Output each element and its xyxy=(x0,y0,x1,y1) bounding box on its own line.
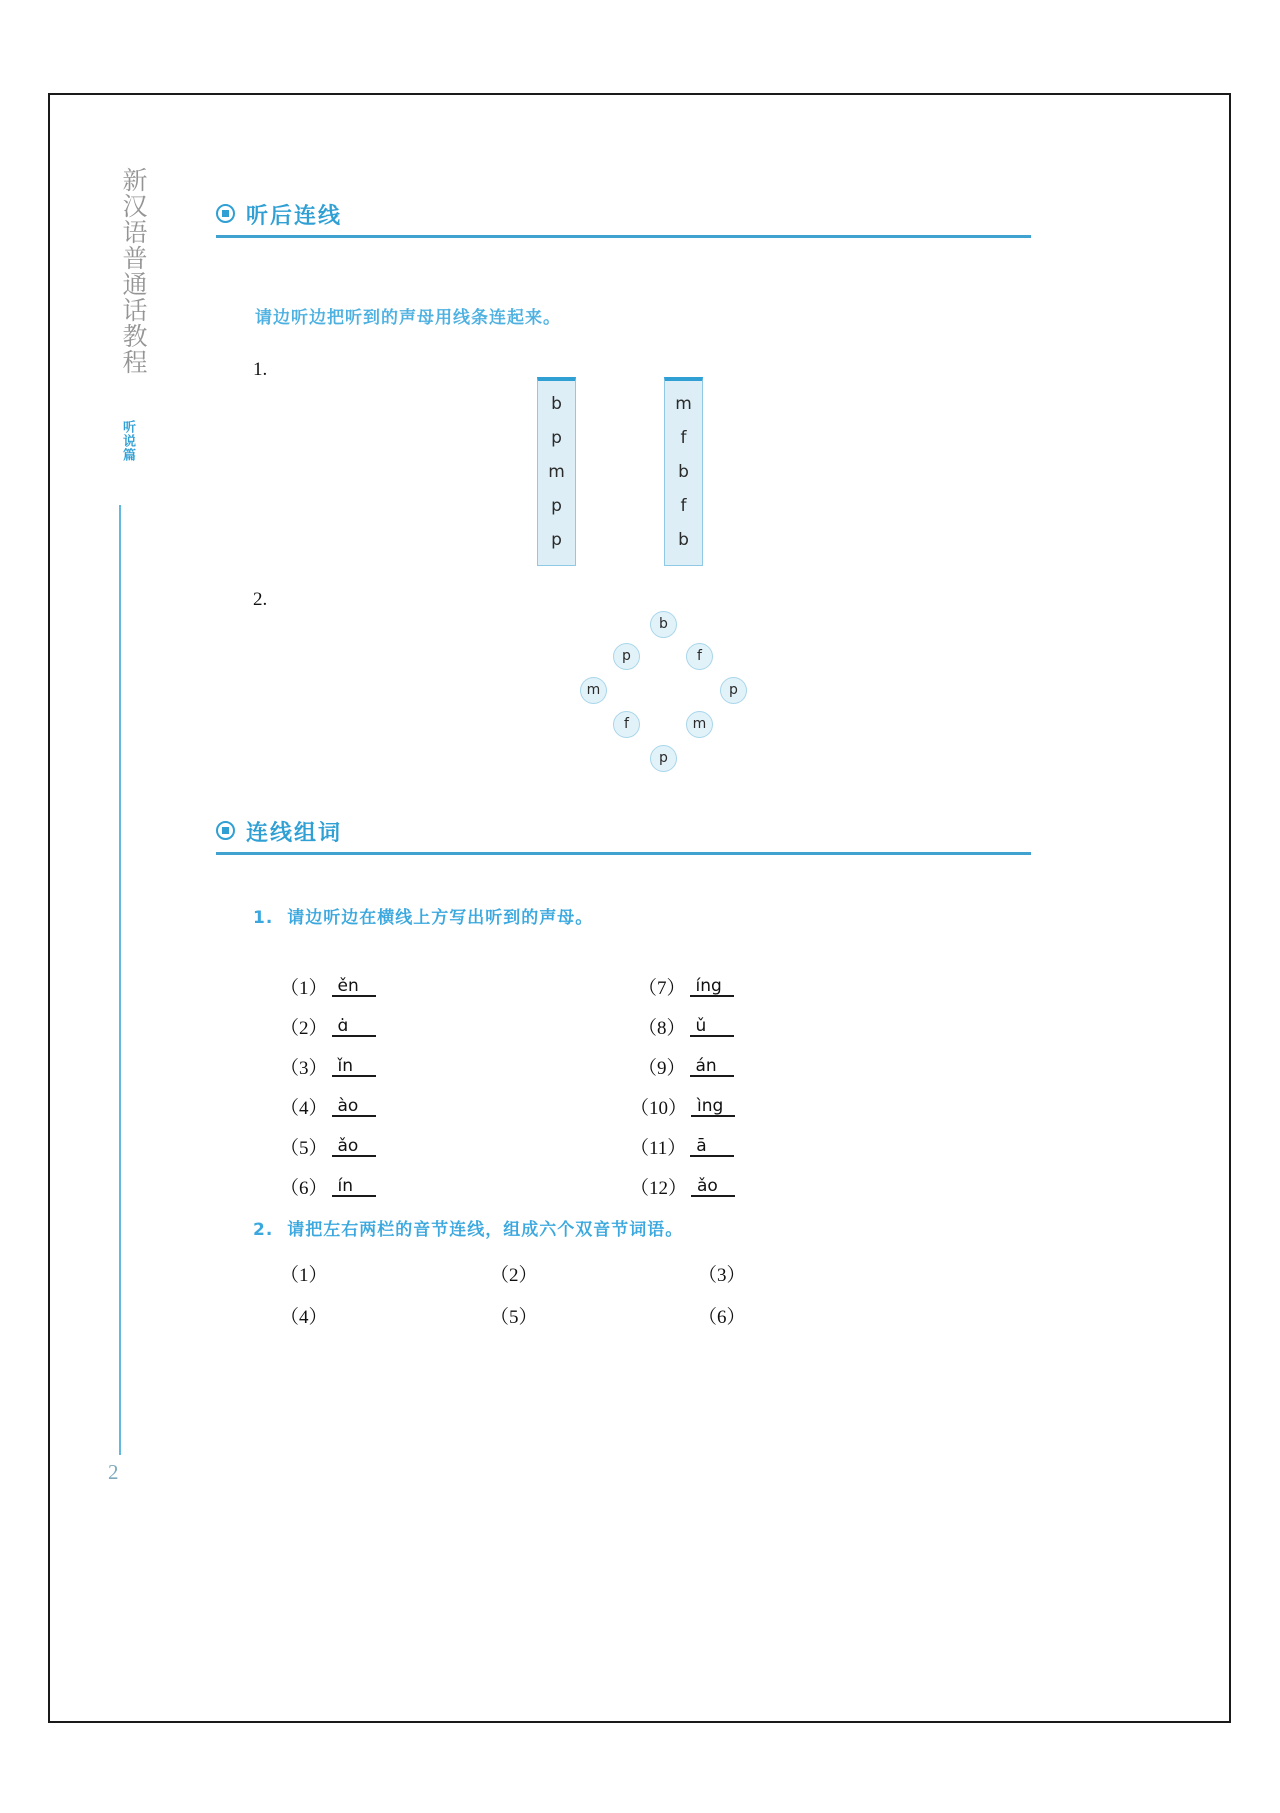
item-syllable: án xyxy=(695,1056,717,1076)
letter-column-right[interactable] xyxy=(664,377,703,566)
blank-item[interactable] xyxy=(280,1173,353,1200)
section-title: 听后连线 xyxy=(246,204,343,229)
blank-item[interactable] xyxy=(638,1053,717,1080)
item-syllable: ěn xyxy=(337,976,359,996)
item-syllable: ā xyxy=(696,1136,707,1156)
section-rule xyxy=(216,235,1031,238)
blank-item[interactable] xyxy=(280,1053,353,1080)
answer-slot[interactable]: （3） xyxy=(698,1265,746,1286)
sub-instruction-match-syllables xyxy=(253,1215,683,1240)
section-header-listen-and-connect xyxy=(216,199,1046,245)
item-label: （3） xyxy=(280,1058,328,1079)
item-label: （5） xyxy=(280,1138,328,1159)
bubble-left[interactable]: m xyxy=(580,677,607,704)
answer-slot[interactable]: （6） xyxy=(698,1307,746,1328)
rail-divider-line xyxy=(119,505,121,1455)
letter-cell[interactable]: p xyxy=(551,530,562,550)
bubble-bottom[interactable]: p xyxy=(650,745,677,772)
item-syllable: ɑ̇ xyxy=(337,1016,349,1036)
answer-slot[interactable]: （5） xyxy=(490,1307,538,1328)
letter-cell[interactable]: p xyxy=(551,496,562,516)
page-number: 2 xyxy=(108,1460,119,1484)
item-label: （8） xyxy=(638,1018,686,1039)
blank-item[interactable] xyxy=(280,1013,348,1040)
item-label: （12） xyxy=(630,1178,688,1199)
blank-item[interactable] xyxy=(630,1093,723,1120)
bubble-lower-right[interactable]: m xyxy=(686,711,713,738)
sub-task-number: 1. xyxy=(253,908,274,928)
item-syllable: ìng xyxy=(697,1096,724,1116)
item-label: （4） xyxy=(280,1098,328,1119)
letter-column-left[interactable] xyxy=(537,377,576,566)
left-rail xyxy=(88,155,168,1605)
blank-item[interactable] xyxy=(280,973,359,1000)
blank-item[interactable] xyxy=(630,1173,718,1200)
letter-cell[interactable]: b xyxy=(678,462,689,482)
item-label: （10） xyxy=(630,1098,688,1119)
item-syllable: ǐn xyxy=(337,1056,354,1076)
sub-instruction-write-initials xyxy=(253,903,593,928)
answer-slot[interactable]: （1） xyxy=(280,1265,328,1286)
item-label: （11） xyxy=(630,1138,687,1159)
answer-slot-grid xyxy=(170,1260,1000,1350)
section-tab-listening-speaking: 听说篇 xyxy=(120,420,135,462)
item-syllable: ín xyxy=(337,1176,354,1196)
item-syllable: ǎo xyxy=(697,1176,718,1196)
letter-cell[interactable]: f xyxy=(680,496,687,516)
bubble-right[interactable]: p xyxy=(720,677,747,704)
item-label: （7） xyxy=(638,978,686,999)
item-syllable: ào xyxy=(337,1096,359,1116)
bubble-top[interactable]: b xyxy=(650,611,677,638)
item-syllable: íng xyxy=(695,976,722,996)
answer-slot[interactable]: （2） xyxy=(490,1265,538,1286)
content-column xyxy=(170,155,1201,1681)
item-syllable: ǔ xyxy=(695,1016,707,1036)
sub-task-text: 请把左右两栏的音节连线，组成六个双音节词语。 xyxy=(287,1220,684,1240)
blank-item[interactable] xyxy=(630,1133,707,1160)
section-rule xyxy=(216,852,1031,855)
item-syllable: ǎo xyxy=(337,1136,359,1156)
item-label: （6） xyxy=(280,1178,328,1199)
task-number-1: 1. xyxy=(253,359,268,380)
letter-cell[interactable]: p xyxy=(551,428,562,448)
blank-item[interactable] xyxy=(638,1013,706,1040)
filled-circle-icon xyxy=(216,204,235,223)
bubble-upper-right[interactable]: f xyxy=(686,643,713,670)
letter-cell[interactable]: b xyxy=(551,394,562,414)
sub-task-number: 2. xyxy=(253,1220,274,1240)
letter-cell[interactable]: m xyxy=(548,462,565,482)
fill-in-blanks-grid xyxy=(170,965,1000,1205)
book-title-vertical: 新汉语普通话教程 xyxy=(119,167,148,375)
blank-item[interactable] xyxy=(638,973,722,1000)
item-label: （1） xyxy=(280,978,328,999)
section-header-connect-and-form-words xyxy=(216,816,1046,862)
answer-slot[interactable]: （4） xyxy=(280,1307,328,1328)
section-title: 连线组词 xyxy=(246,821,343,846)
bubble-upper-left[interactable]: p xyxy=(613,643,640,670)
item-label: （9） xyxy=(638,1058,686,1079)
page-frame xyxy=(48,93,1231,1723)
item-label: （2） xyxy=(280,1018,328,1039)
letter-cell[interactable]: f xyxy=(680,428,687,448)
instruction-listen-and-connect: 请边听边把听到的声母用线条连起来。 xyxy=(255,308,561,328)
letter-cell[interactable]: b xyxy=(678,530,689,550)
letter-cell[interactable]: m xyxy=(675,394,692,414)
blank-item[interactable] xyxy=(280,1133,358,1160)
filled-circle-icon xyxy=(216,821,235,840)
bubble-lower-left[interactable]: f xyxy=(613,711,640,738)
task-number-2: 2. xyxy=(253,589,268,610)
blank-item[interactable] xyxy=(280,1093,358,1120)
sub-task-text: 请边听边在横线上方写出听到的声母。 xyxy=(287,908,594,928)
bubble-ring xyxy=(540,605,800,770)
